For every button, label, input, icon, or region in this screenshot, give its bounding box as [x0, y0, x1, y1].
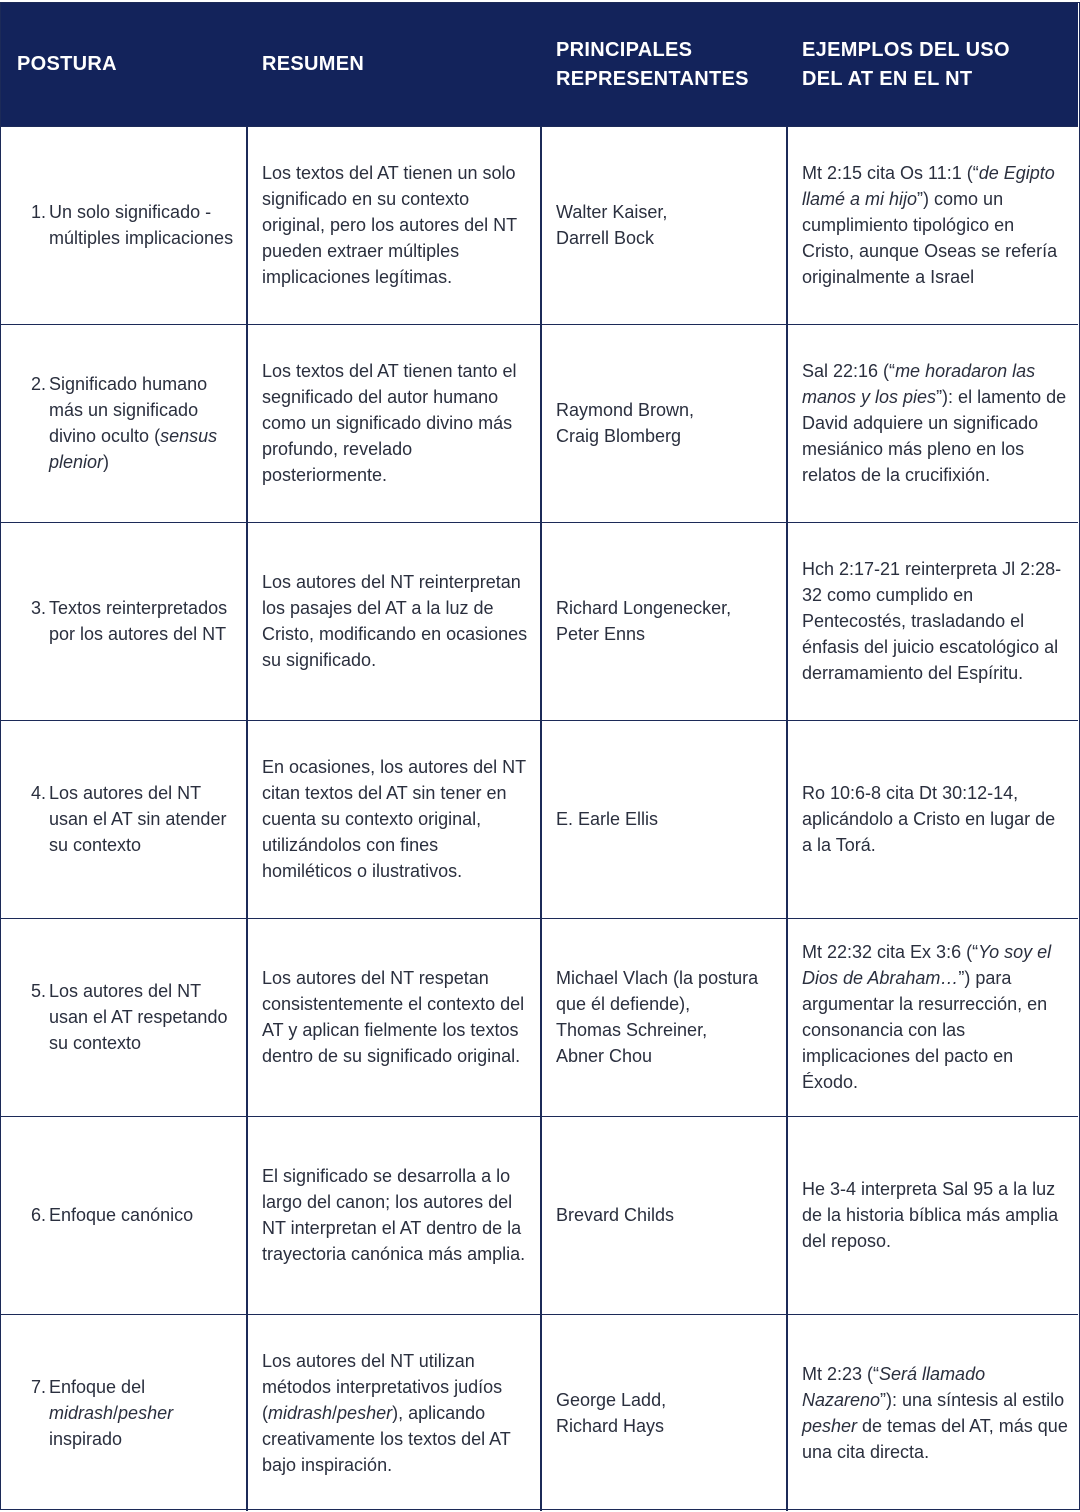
resumen-text [262, 1348, 532, 1478]
postura-cell [31, 325, 236, 521]
table-header [1, 3, 1078, 126]
ejemplo-italic: me horadaron las manos y los pies [802, 361, 1036, 407]
representante-name: Richard Longenecker, [556, 598, 732, 618]
table-row [1, 918, 1078, 1116]
representantes-cell [556, 1117, 766, 1313]
header-representantes-line2: REPRESENTANTES [556, 67, 749, 90]
header-resumen-label: RESUMEN [262, 53, 365, 75]
ejemplo-part: ”): una síntesis al estilo [880, 1390, 1065, 1410]
representantes-cell [556, 919, 766, 1115]
resumen-text: Los autores del NT respetan consistentemente el contexto del AT y aplican fielmente los textos dentro de su significado original. [262, 968, 525, 1066]
representante-name: Thomas Schreiner, [556, 1020, 708, 1040]
postura-part: Significado humano más un significado divino oculto ( [49, 374, 208, 446]
ejemplo-cell [802, 919, 1068, 1115]
resumen-part: Los autores del NT utilizan métodos interpretativos judíos ( [262, 1351, 503, 1423]
ejemplo-part: Sal 22:16 (“ [802, 361, 896, 381]
ejemplo-italic: de Egipto llamé a mi hijo [802, 163, 1055, 209]
postura-italic: sensus plenior [49, 426, 218, 472]
ejemplo-cell [802, 127, 1068, 323]
postura-italic: pesher [118, 1403, 174, 1423]
table-row [1, 126, 1078, 324]
ejemplo-italic: Yo soy el Dios de Abraham… [802, 942, 1052, 988]
representante-name: Craig Blomberg [556, 426, 682, 446]
header-ejemplos-line1: EJEMPLOS DEL USO [802, 38, 1010, 61]
resumen-cell [262, 1117, 532, 1313]
row-number: 7. [31, 1377, 47, 1397]
representantes-cell [556, 721, 766, 917]
representantes-cell [556, 1315, 766, 1511]
ejemplo-part: ”): el lamento de David adquiere un significado mesiánico más pleno en los relatos de la crucifixión. [802, 387, 1067, 485]
row-number: 5. [31, 981, 47, 1001]
postura-cell [31, 127, 236, 323]
representante-name: Peter Enns [556, 624, 646, 644]
ejemplo-part: Mt 2:23 (“ [802, 1364, 880, 1384]
table-row [1, 1314, 1078, 1512]
ejemplo-cell [802, 325, 1068, 521]
resumen-cell [262, 523, 532, 719]
ejemplo-cell [802, 721, 1068, 917]
ejemplo-text [802, 939, 1068, 1095]
resumen-part: / [332, 1403, 338, 1423]
header-representantes [556, 3, 771, 126]
resumen-part: ), aplicando creativamente los textos del AT bajo inspiración. [262, 1403, 511, 1475]
ejemplo-part: Mt 22:32 cita Ex 3:6 (“ [802, 942, 979, 962]
resumen-text: Los textos del AT tienen un solo significado en su contexto original, pero los autores del NT pueden extraer múltiples implicaciones legítimas. [262, 163, 517, 287]
ejemplo-text [802, 160, 1068, 290]
ejemplo-text: He 3-4 interpreta Sal 95 a la luz de la historia bíblica más amplia del reposo. [802, 1179, 1059, 1251]
representante-name: Brevard Childs [556, 1205, 675, 1225]
postura-part: / [113, 1403, 119, 1423]
resumen-italic: midrash [268, 1403, 333, 1423]
resumen-cell [262, 325, 532, 521]
table-row [1, 324, 1078, 522]
ejemplo-text [802, 1361, 1068, 1465]
header-ejemplos [802, 3, 1072, 126]
postura-text: Los autores del NT usan el AT sin atender su contexto [49, 783, 227, 855]
ejemplo-part: ”) como un cumplimiento tipológico en Cristo, aunque Oseas se refería originalmente a Israel [802, 189, 1058, 287]
header-postura-label: POSTURA [17, 53, 117, 75]
representante-name: Raymond Brown, [556, 400, 695, 420]
ejemplo-text: Ro 10:6-8 cita Dt 30:12-14, aplicándolo a Cristo en lugar de a la Torá. [802, 783, 1056, 855]
postura-text: Un solo significado - múltiples implicaciones [49, 202, 234, 248]
header-ejemplos-line2: DEL AT EN EL NT [802, 67, 973, 90]
resumen-text: Los textos del AT tienen tanto el segnificado del autor humano como un significado divino más profundo, revelado posteriormente. [262, 361, 517, 485]
resumen-text: Los autores del NT reinterpretan los pasajes del AT a la luz de Cristo, modificando en ocasiones su significado. [262, 572, 528, 670]
ejemplo-italic: pesher [802, 1416, 858, 1436]
ejemplo-part: de temas del AT, más que una cita directa. [802, 1416, 1068, 1462]
row-number: 1. [31, 202, 47, 222]
row-number: 4. [31, 783, 47, 803]
resumen-cell [262, 1315, 532, 1511]
representante-name: E. Earle Ellis [556, 809, 659, 829]
resumen-cell [262, 919, 532, 1115]
representantes-cell [556, 523, 766, 719]
representante-name: Richard Hays [556, 1416, 665, 1436]
resumen-italic: pesher [337, 1403, 393, 1423]
resumen-cell [262, 721, 532, 917]
postura-cell [31, 721, 236, 917]
row-number: 2. [31, 374, 47, 394]
representante-name: Michael Vlach (la postura que él defiende), [556, 968, 759, 1014]
comparison-table [0, 2, 1080, 1510]
ejemplo-part: Mt 2:15 cita Os 11:1 (“ [802, 163, 979, 183]
row-number: 6. [31, 1205, 47, 1225]
ejemplo-cell [802, 523, 1068, 719]
postura-part: ) [103, 452, 110, 472]
resumen-text: El significado se desarrolla a lo largo del canon; los autores del NT interpretan el AT dentro de la trayectoria canónica más amplia. [262, 1166, 526, 1264]
postura-text [49, 1374, 236, 1452]
postura-text: Textos reinterpretados por los autores del NT [49, 598, 228, 644]
row-number: 3. [31, 598, 47, 618]
postura-italic: midrash [49, 1403, 114, 1423]
ejemplo-text: Hch 2:17-21 reinterpreta Jl 2:28-32 como cumplido en Pentecostés, trasladando el énfasis del juicio escatológico al derramamiento del Espíritu. [802, 559, 1062, 683]
representantes-cell [556, 325, 766, 521]
ejemplo-italic: Será llamado Nazareno [802, 1364, 986, 1410]
resumen-cell [262, 127, 532, 323]
header-representantes-line1: PRINCIPALES [556, 38, 693, 61]
representante-name: Walter Kaiser, [556, 202, 668, 222]
table-row [1, 522, 1078, 720]
header-postura [17, 3, 237, 126]
postura-cell [31, 1117, 236, 1313]
postura-part: inspirado [49, 1429, 123, 1449]
postura-cell [31, 523, 236, 719]
header-resumen [262, 3, 532, 126]
ejemplo-cell [802, 1117, 1068, 1313]
ejemplo-text [802, 358, 1068, 488]
postura-part: Enfoque del [49, 1377, 146, 1397]
table-row [1, 1116, 1078, 1314]
postura-text [49, 371, 236, 475]
ejemplo-part: ”) para argumentar la resurrección, en consonancia con las implicaciones del pacto en Éxodo. [802, 968, 1048, 1092]
ejemplo-cell [802, 1315, 1068, 1511]
representante-name: Darrell Bock [556, 228, 655, 248]
postura-cell [31, 919, 236, 1115]
representantes-cell [556, 127, 766, 323]
representante-name: Abner Chou [556, 1046, 653, 1066]
representante-name: George Ladd, [556, 1390, 667, 1410]
postura-text: Enfoque canónico [49, 1205, 194, 1225]
resumen-text: En ocasiones, los autores del NT citan textos del AT sin tener en cuenta su contexto original, utilizándolos con fines homiléticos o ilustrativos. [262, 757, 526, 881]
postura-cell [31, 1315, 236, 1511]
table-row [1, 720, 1078, 918]
postura-text: Los autores del NT usan el AT respetando su contexto [49, 981, 228, 1053]
